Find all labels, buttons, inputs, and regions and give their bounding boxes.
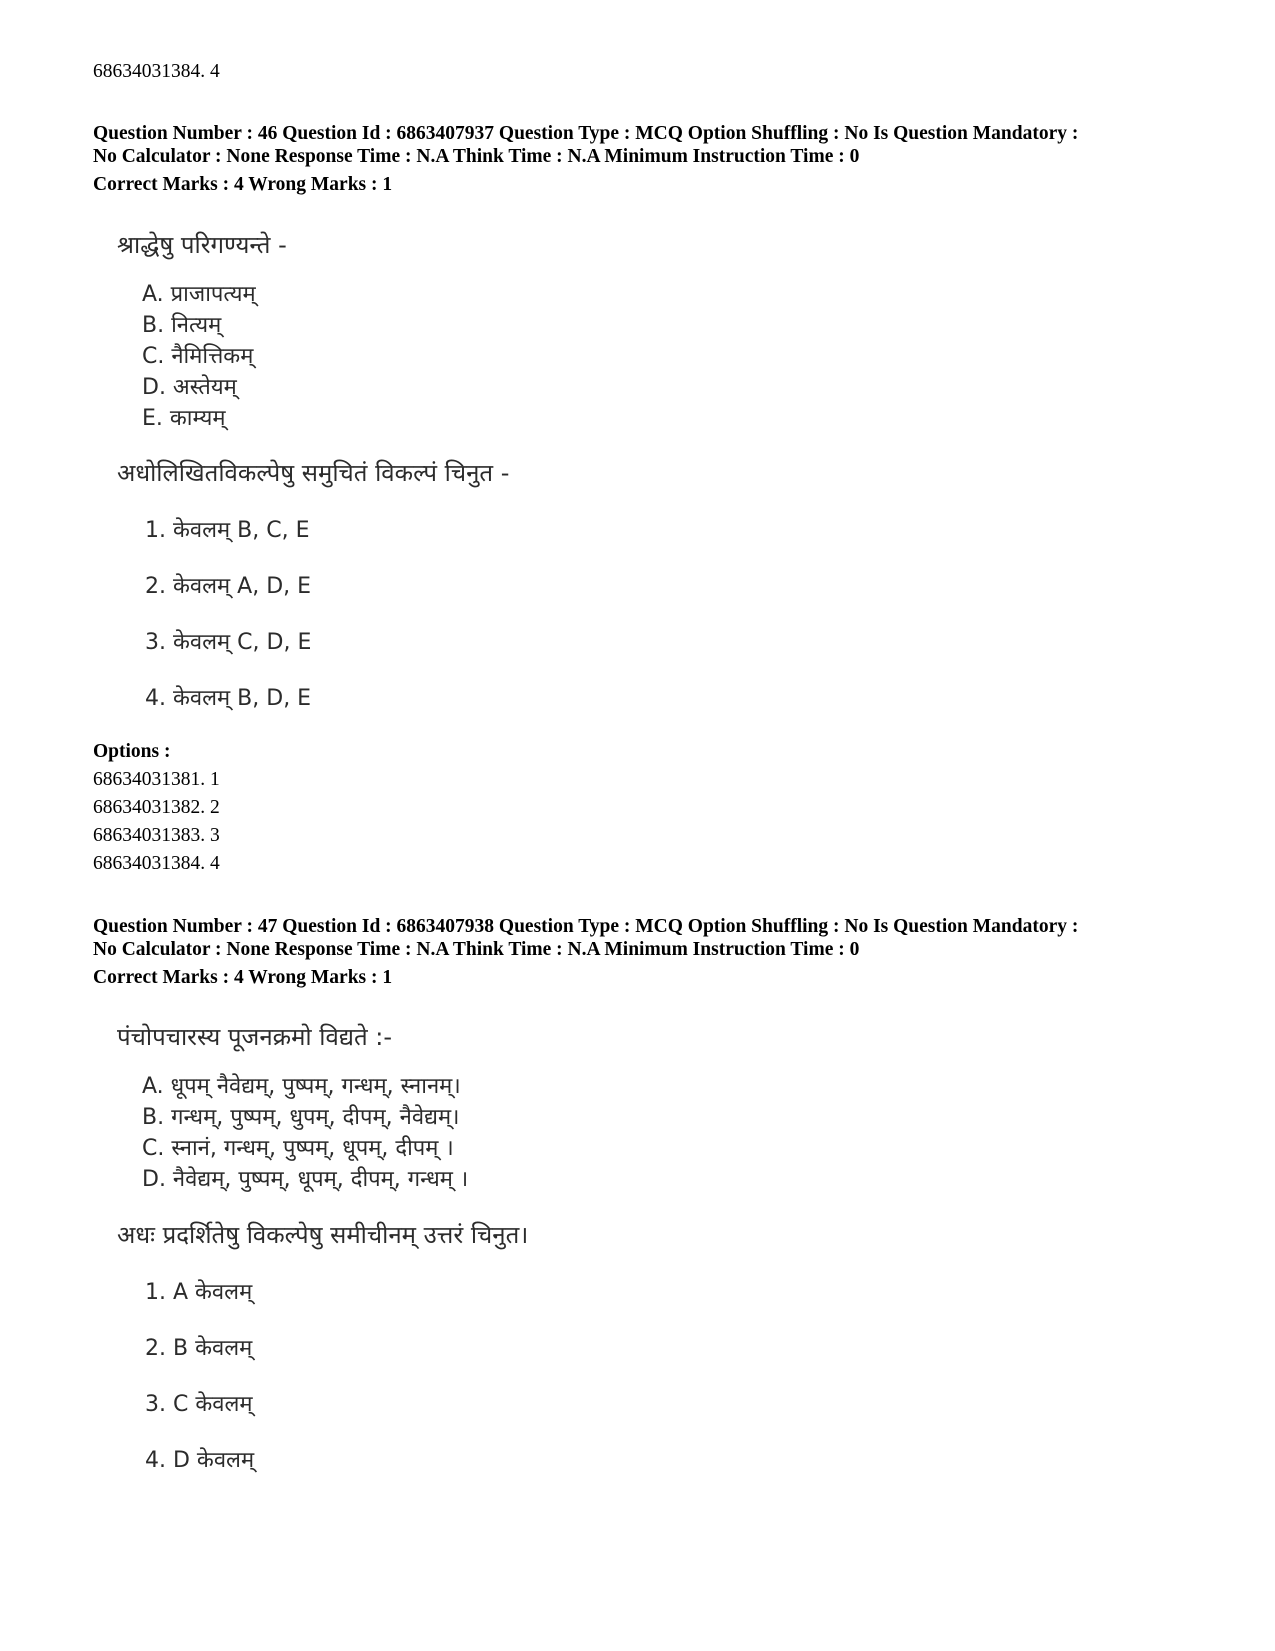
q46-choice-2: 2. केवलम् A, D, E <box>145 574 312 599</box>
q46-option-4: 68634031384. 4 <box>93 853 220 874</box>
q47-statement-a: A. धूपम् नैवेद्यम्, पुष्पम्, गन्धम्, स्नानम्। <box>142 1074 461 1099</box>
previous-option-line: 68634031384. 4 <box>93 61 220 82</box>
q47-choice-3: 3. C केवलम् <box>145 1392 253 1417</box>
q46-marks: Correct Marks : 4 Wrong Marks : 1 <box>93 174 393 195</box>
q47-instruction: अधः प्रदर्शितेषु विकल्पेषु समीचीनम् उत्तरं चिनुत। <box>117 1221 529 1249</box>
q46-statement-e: E. काम्यम् <box>142 406 226 431</box>
q47-choice-4: 4. D केवलम् <box>145 1448 255 1473</box>
q46-statement-d: D. अस्तेयम् <box>142 375 237 400</box>
q46-option-3: 68634031383. 3 <box>93 825 220 846</box>
q47-meta-line-1: Question Number : 47 Question Id : 6863407938 Question Type : MCQ Option Shuffling : No Is Question Mandatory : <box>93 916 1079 937</box>
q46-choice-3: 3. केवलम् C, D, E <box>145 630 312 655</box>
q46-statement-c: C. नैमित्तिकम् <box>142 344 254 369</box>
q46-options-label: Options : <box>93 741 171 762</box>
q46-option-2: 68634031382. 2 <box>93 797 220 818</box>
q47-stem: पंचोपचारस्य पूजनक्रमो विद्यते :- <box>117 1023 393 1051</box>
q46-instruction: अधोलिखितविकल्पेषु समुचितं विकल्पं चिनुत - <box>117 459 510 487</box>
q46-meta-line-1: Question Number : 46 Question Id : 6863407937 Question Type : MCQ Option Shuffling : No Is Question Mandatory : <box>93 123 1079 144</box>
q46-option-1: 68634031381. 1 <box>93 769 220 790</box>
q46-statement-a: A. प्राजापत्यम् <box>142 282 256 307</box>
q46-statement-b: B. नित्यम् <box>142 313 222 338</box>
q47-meta-line-2: No Calculator : None Response Time : N.A Think Time : N.A Minimum Instruction Time : 0 <box>93 939 860 960</box>
q47-choice-2: 2. B केवलम् <box>145 1336 253 1361</box>
q47-statement-b: B. गन्धम्, पुष्पम्, धुपम्, दीपम्, नैवेद्यम्। <box>142 1105 460 1130</box>
q46-choice-1: 1. केवलम् B, C, E <box>145 518 310 543</box>
q46-choice-4: 4. केवलम् B, D, E <box>145 686 312 711</box>
q47-marks: Correct Marks : 4 Wrong Marks : 1 <box>93 967 393 988</box>
q46-meta-line-2: No Calculator : None Response Time : N.A Think Time : N.A Minimum Instruction Time : 0 <box>93 146 860 167</box>
q46-stem: श्राद्धेषु परिगण्यन्ते - <box>117 231 287 259</box>
q47-choice-1: 1. A केवलम् <box>145 1280 253 1305</box>
q47-statement-c: C. स्नानं, गन्धम्, पुष्पम्, धूपम्, दीपम् । <box>142 1136 454 1161</box>
q47-statement-d: D. नैवेद्यम्, पुष्पम्, धूपम्, दीपम्, गन्धम् । <box>142 1167 469 1192</box>
